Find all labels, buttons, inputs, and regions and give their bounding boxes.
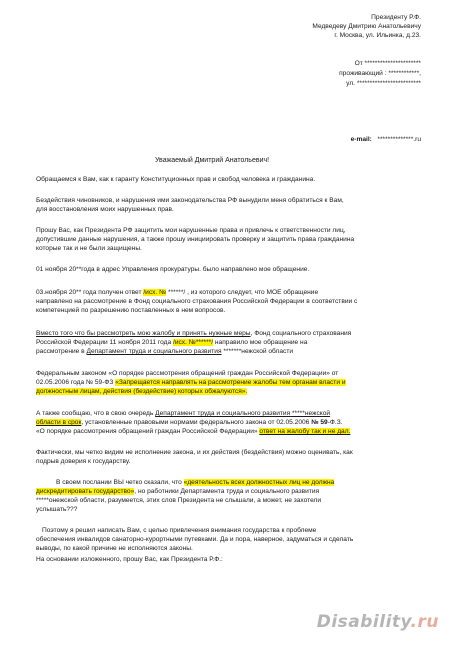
paragraph-10-line-4: услышать??? <box>36 506 78 513</box>
paragraph-4: 01 ноября 20**года в адрес Управления прокуратуры. было направлено мое обращение. <box>36 266 310 273</box>
p8-text-d: «О порядке рассмотрения обращений граждан Российской Федерации» <box>36 428 260 435</box>
p6-department: Департамент труда и социального развития <box>86 348 222 355</box>
paragraph-11-line-1: Поэтому я решил написать Вам, с целью привлечения внимания государства к проблеме <box>42 527 317 534</box>
paragraph-6-line-3 <box>36 348 293 356</box>
p5-text-b: ******/ , из которого следует, что МОЕ обращение <box>166 289 319 296</box>
paragraph-7-line-3 <box>36 388 247 396</box>
p6-text-b: Российской Федерации 11 ноября 2011 года <box>36 339 173 346</box>
watermark-suffix: .ru <box>410 612 439 632</box>
p5-highlight: /исх. № <box>143 289 167 296</box>
recipient-name: Медведеву Дмитрию Анатольевичу <box>312 23 421 30</box>
paragraph-6-line-1 <box>36 330 351 338</box>
p6-text-a: , Фонд социального страхования <box>250 330 352 337</box>
p10-highlight-2: дискредитировать государство» <box>36 488 135 495</box>
paragraph-8-line-3 <box>36 428 350 436</box>
paragraph-11-line-3: выводы, по какой причине не исполняются законы. <box>36 545 193 552</box>
p6-highlight: /исх. №******/ <box>173 339 214 346</box>
p10-text-a: В своем послании ВЫ четко сказали, что <box>56 479 184 486</box>
p8-region: *****нежской <box>290 410 331 417</box>
p8-highlight-deadline: области в срок <box>36 419 82 426</box>
p7-highlight-1: «Запрещается направлять на рассмотрение жалобы тем органам власти и <box>115 379 346 386</box>
email-value: **************.ru <box>377 136 421 143</box>
paragraph-10-line-2 <box>36 488 319 496</box>
recipient-address: г. Москва, ул. Ильинка, д.23. <box>334 32 421 39</box>
p10-highlight-1: «деятельность всех должностных лиц не должна <box>183 479 335 486</box>
email-label: e-mail: <box>350 136 372 143</box>
sender-street: ул. ************************* <box>346 80 421 87</box>
paragraph-2-line-1: Бездействия чиновников, и нарушения ими законодательства РФ вынудили меня обратиться к Вам, <box>36 197 344 204</box>
p6-underlined: Вместо того что бы рассмотреть мою жалобу и принять нужные меры <box>36 330 251 337</box>
sender-from: От ********************** <box>354 60 421 67</box>
p8-text-c: -Ф.З. <box>327 419 343 426</box>
paragraph-8-line-1 <box>36 410 330 418</box>
paragraph-10-line-1 <box>56 479 334 487</box>
paragraph-7-line-2 <box>36 379 346 387</box>
paragraph-7-line-1: Федеральным законом «О порядке рассмотрения обращений граждан Российской Федерации» от <box>36 370 339 377</box>
paragraph-9-line-2: подрыв доверия к государству. <box>36 458 131 465</box>
watermark-logo <box>317 612 439 632</box>
paragraph-2-line-2: для восстановления моих нарушенных прав. <box>36 206 174 213</box>
recipient-title: Президенту Р.Ф. <box>371 14 421 21</box>
sender-residing: проживающий : ************, <box>339 70 421 77</box>
sender-email <box>351 136 421 144</box>
p7-highlight-2: должностным лицам, действия (бездействие) которых обжалуются». <box>36 388 248 395</box>
paragraph-11-line-2: обеспечения инвалидов санаторно-курортными путевками. Да и пора, наверное, задуматься и сделать <box>36 536 354 543</box>
p5-text-a: 03.ноября 20** года получен ответ <box>36 289 144 296</box>
paragraph-6-line-2 <box>36 339 307 347</box>
p8-law-number: № 59 <box>311 419 328 426</box>
p6-text-d: рассмотрение в <box>36 348 87 355</box>
greeting: Уважаемый Дмитрий Анатольевич! <box>155 157 270 164</box>
paragraph-5-line-3: компетенцией по разрешению поставленных в нем вопросов. <box>36 307 226 314</box>
p6-text-e: *******нежской области <box>221 348 294 355</box>
paragraph-3-line-1: Прошу Вас, как Президента РФ защитить мои нарушенные права и привлечь к ответственности лиц, <box>36 227 346 234</box>
p8-text-a: А также сообщаю, что в свою очередь <box>36 410 156 417</box>
paragraph-5-line-1 <box>36 289 318 297</box>
paragraph-5-line-2: направлено на рассмотрение в Фонд социального страхования Российской Федерации в соответствии с <box>36 298 358 305</box>
p8-department: Департамент труда и социального развития <box>155 410 291 417</box>
p7-text-a: 02.05.2006 года № 59-ФЗ <box>36 379 116 386</box>
p6-text-c: направило мое обращение на <box>213 339 308 346</box>
p8-text-b: , установленные правовыми нормами федерального закона от 02.05.2006 <box>81 419 312 426</box>
paragraph-8-line-2 <box>36 419 343 427</box>
paragraph-3-line-2: допустившие данные нарушения, а также прошу инициировать проверку и защитить права гражданина <box>36 236 355 243</box>
paragraph-3-line-3: которые так и не были защищены. <box>36 245 142 252</box>
paragraph-1: Обращаемся к Вам, как к гаранту Конституционных прав и свобод человека и гражданина. <box>36 176 316 183</box>
paragraph-9-line-1: Фактически, мы четко видим не исполнение закона, и их действия (бездействия) можно оценивать, как <box>36 449 353 456</box>
paragraph-12: На основании изложенного, прошу Вас, как Президента Р.Ф.: <box>36 556 223 563</box>
p8-highlight-no-answer: ответ на жалобу так и не дал. <box>259 428 351 435</box>
paragraph-10-line-3: *****онежской области, разумеется, этих слов Президента не слышали, а может, не захотели <box>36 497 322 504</box>
watermark-main: Disability <box>316 612 411 632</box>
p10-text-b: , но работники Департамента труда и социального развития <box>134 488 320 495</box>
